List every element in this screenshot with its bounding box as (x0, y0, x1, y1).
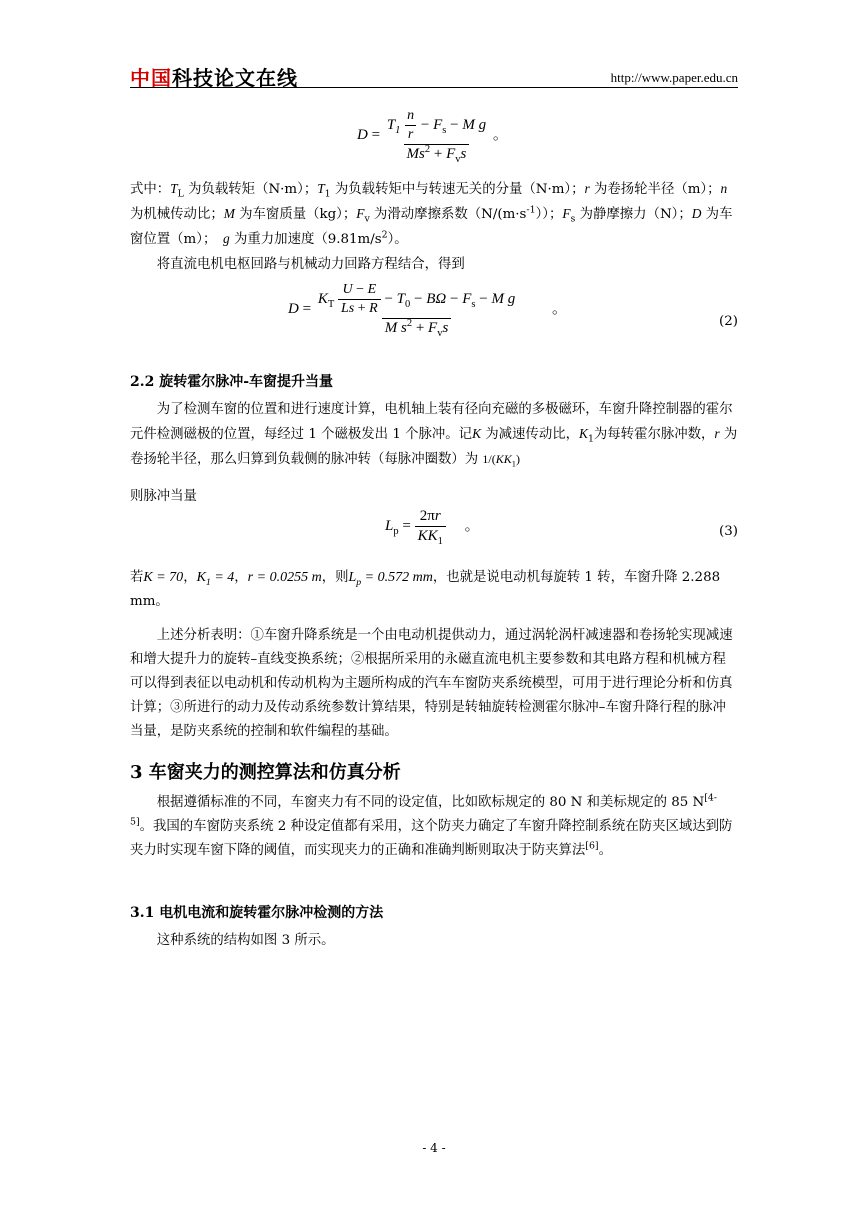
section-heading-3: 3 车窗夹力的测控算法和仿真分析 (130, 762, 401, 783)
equation-2: D = $K_T$ $\frac{U - E}{Ls + R}$ − $T_0 - B\Omega - F_s - M$ g M $s^2 + F_vs$ 。 (288, 282, 567, 339)
hall-paragraph: 为了检测车窗的位置和进行速度计算，电机轴上装有径向充磁的多极磁环，车窗升降控制器的霍尔元件检测磁极的位置，每经过 1 个磁极发出 1 个脉冲。记K 为减速传动比，$K_1$为每转霍尔脉冲数，r 为卷扬轮半径，那么归算到负载侧的脉冲转（每脉冲圈数）为 $1/(KK_1)$ (130, 402, 738, 469)
section-heading-2-2: 2.2 旋转霍尔脉冲-车窗提升当量 (130, 374, 334, 390)
equation-1: D = $T_1$ $\frac{n}{r}$ − $F_s - M$ g $Ms^2 + F_vs$ 。 (357, 108, 508, 165)
journal-logo: 中国科技论文在线 (130, 66, 298, 90)
structure-paragraph: 这种系统的结构如图 3 所示。 (156, 933, 335, 948)
example-paragraph: 若K = 70，$K_1 = 4$，r = 0.0255 m，则$L_p = 0.572$ mm，也就是说电动机每旋转 1 转，车窗升降 2.288 mm。 (130, 570, 721, 609)
equation-2-number: (2) (719, 314, 738, 329)
page-number: - 4 - (422, 1141, 446, 1155)
then-paragraph: 则脉冲当量 (130, 489, 197, 504)
equation-3: $L_p$ = $\frac{2\pi r}{KK_1}$ 。 (385, 508, 480, 547)
section-heading-3-1: 3.1 电机电流和旋转霍尔脉冲检测的方法 (130, 905, 384, 921)
variable-definitions: 式中：$T_L$ 为负载转矩（N·m）；$T_1$ 为负载转矩中与转速无关的分量（N·m）；r 为卷扬轮半径（m）；n 为机械传动比；M 为车窗质量（kg）；$F_v$ 为滑动摩擦系数$(N/(m\cdot s^{-1}))$；$F_s$ 为静摩擦力（N）；D 为车窗位置（m）； g 为重力加速度$(9.81m/s^2)$。 (130, 181, 733, 247)
standard-paragraph: 根据遵循标准的不同，车窗夹力有不同的设定值，比如欧标规定的 80 N 和美标规定的 85 N[4-5]。我国的车窗防夹系统 2 种设定值都有采用，这个防夹力确定了车窗升降控制系统在防夹区域达到防夹力时实现车窗下降的阈值，而实现夹力的正确和准确判断则取决于防夹算法[6]。 (130, 792, 733, 858)
summary-paragraph: 上述分析表明：①车窗升降系统是一个由电动机提供动力，通过涡轮涡杆减速器和卷扬轮实现减速和增大提升力的旋转–直线变换系统；②根据所采用的永磁直流电机主要参数和其电路方程和机械方程可以得到表征以电动机和传动机构为主题所构成的汽车车窗防夹系统模型，可用于进行理论分析和仿真计算；③所进行的动力及传动系统参数计算结果，特别是转轴旋转检测霍尔脉冲–车窗升降行程的脉冲当量，是防夹系统的控制和软件编程的基础。 (130, 628, 733, 739)
combine-paragraph: 将直流电机电枢回路与机械动力回路方程结合，得到 (156, 257, 465, 272)
equation-3-number: (3) (719, 524, 738, 539)
header-divider (130, 87, 738, 88)
header-url[interactable]: http://www.paper.edu.cn (610, 70, 738, 85)
